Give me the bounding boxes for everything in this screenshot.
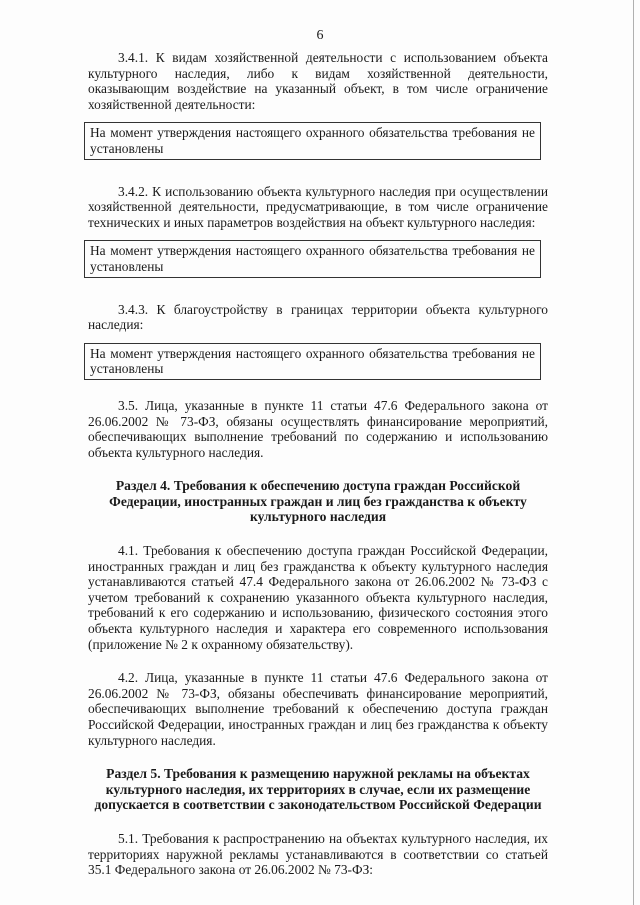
paragraph-3-4-2: 3.4.2. К использованию объекта культурного наследия при осуществлении хозяйственной деятельности, предусматривающие, в том числе ограничение технических и иных параметров воздействия на объект культурного наследия: — [88, 183, 548, 230]
requirement-box-1: На момент утверждения настоящего охранного обязательства требования не установлены — [84, 122, 541, 159]
document-body — [88, 50, 548, 878]
scan-edge-line — [633, 0, 634, 905]
paragraph-4-2: 4.2. Лица, указанные в пункте 11 статьи 47.6 Федерального закона от 26.06.2002 № 73-ФЗ, обязаны обеспечивать финансирование мероприятий, обеспечивающих выполнение требований к обеспечению доступа граждан Российской Федерации, иностранных граждан и лиц без гражданства к объекту культурного наследия. — [88, 670, 548, 748]
section-4-heading: Раздел 4. Требования к обеспечению доступа граждан Российской Федерации, иностранных граждан и лиц без гражданства к объекту культурного наследия — [109, 478, 527, 525]
paragraph-5-1: 5.1. Требования к распространению на объектах культурного наследия, их территориях наружной рекламы устанавливаются в соответствии со статьей 35.1 Федерального закона от 26.06.2002 № 73-ФЗ: — [88, 830, 548, 878]
section-5-heading: Раздел 5. Требования к размещению наружной рекламы на объектах культурного наследия, их территориях в случае, если их размещение допускается в соответствии с законодательством Российской Федерации — [94, 766, 542, 813]
paragraph-3-4-1: 3.4.1. К видам хозяйственной деятельности с использованием объекта культурного наследия, либо к видам хозяйственной деятельности, оказывающим воздействие на указанный объект, в том числе ограничение хозяйственной деятельности: — [88, 50, 548, 112]
paragraph-3-4-3: 3.4.3. К благоустройству в границах территории объекта культурного наследия: — [88, 301, 548, 333]
paragraph-4-1: 4.1. Требования к обеспечению доступа граждан Российской Федерации, иностранных граждан и лиц без гражданства к объекту культурного наследия устанавливаются статьей 47.4 Федерального закона от 26.06.2002 № 73-ФЗ с учетом требований к сохранению указанного объекта культурного наследия, требований к его содержанию и использованию, физического состояния этого объекта культурного наследия и характера его современного использования (приложение № 2 к охранному обязательству). — [88, 543, 548, 652]
requirement-box-2: На момент утверждения настоящего охранного обязательства требования не установлены — [84, 240, 541, 277]
page-number: 6 — [316, 28, 324, 43]
requirement-box-3: На момент утверждения настоящего охранного обязательства требования не установлены — [84, 343, 541, 380]
paragraph-3-5: 3.5. Лица, указанные в пункте 11 статьи 47.6 Федерального закона от 26.06.2002 № 73-ФЗ, обязаны осуществлять финансирование мероприятий, обеспечивающих выполнение требований по содержанию и использованию объекта культурного наследия. — [88, 397, 548, 460]
